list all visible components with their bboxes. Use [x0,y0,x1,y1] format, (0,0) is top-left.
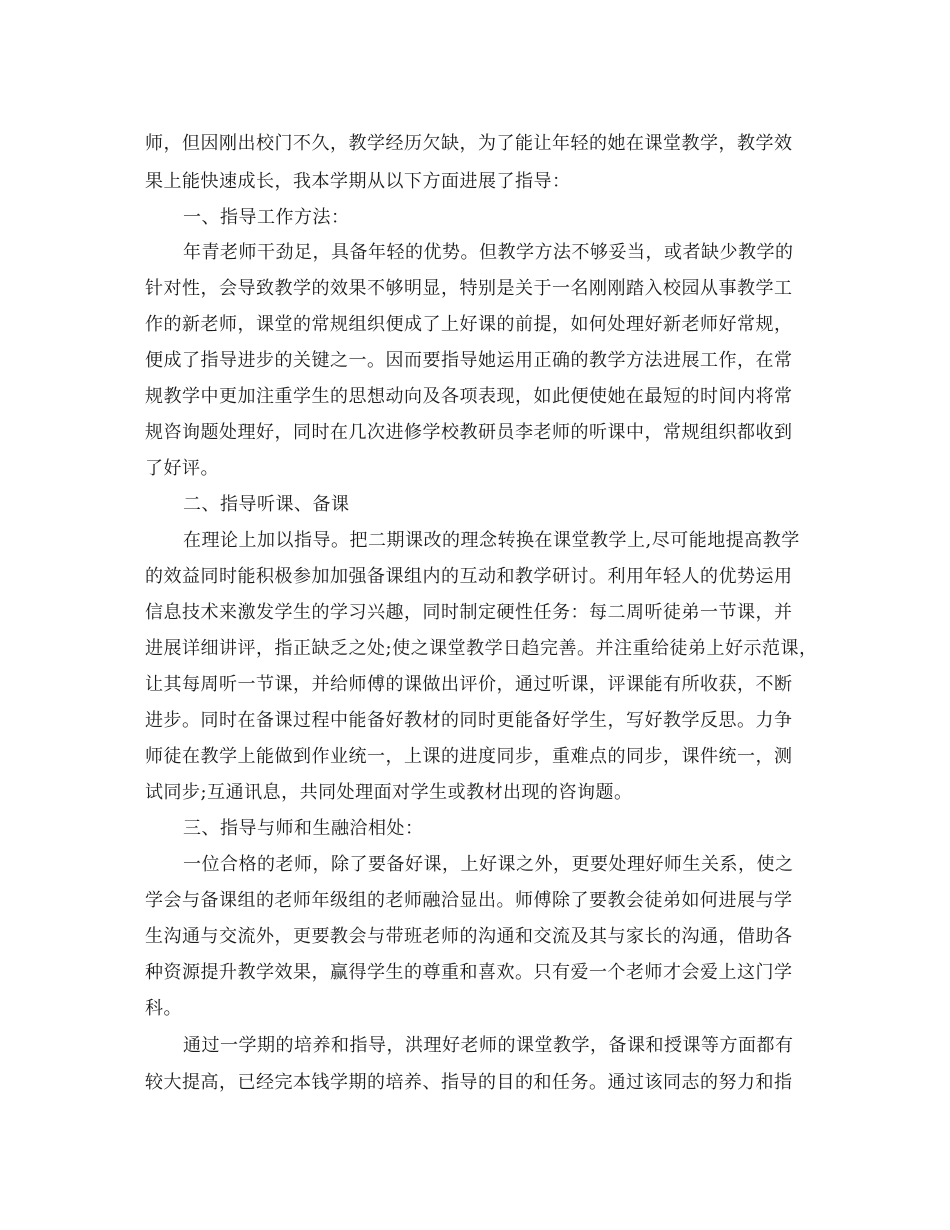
text-line: 进步。同时在备课过程中能备好教材的同时更能备好学生，写好教学反思。力争 [145,710,793,731]
text-line: 师，但因刚出校门不久，教学经历欠缺，为了能让年轻的她在课堂教学，教学效 [145,133,793,154]
text-line: 果上能快速成长，我本学期从以下方面进展了指导： [145,171,571,192]
text-line: 让其每周听一节课，并给师傅的课做出评价，通过听课，评课能有所收获，不断 [145,674,793,695]
text-line: 规教学中更加注重学生的思想动向及各项表现，如此便使她在最短的时间内将常 [145,386,793,407]
text-line: 针对性，会导致教学的效果不够明显，特别是关于一名刚刚踏入校园从事教学工 [145,278,793,299]
section-heading: 二、指导听课、备课 [183,494,350,515]
text-line: 科。 [145,998,182,1019]
text-line: 生沟通与交流外，更要教会与带班老师的沟通和交流及其与家长的沟通，借助各 [145,926,793,947]
text-line: 进展详细讲评，指正缺乏之处;使之课堂教学日趋完善。并注重给徒弟上好示范课， [145,638,818,659]
text-line: 一位合格的老师，除了要备好课，上好课之外，更要处理好师生关系，使之 [183,854,794,875]
text-line: 了好评。 [145,458,219,479]
text-line: 师徒在教学上能做到作业统一，上课的进度同步，重难点的同步，课件统一，测 [145,746,793,767]
text-line: 便成了指导进步的关键之一。因而要指导她运用正确的教学方法进展工作，在常 [145,350,793,371]
text-line: 种资源提升教学效果，赢得学生的尊重和喜欢。只有爱一个老师才会爱上这门学 [145,962,793,983]
text-line: 信息技术来激发学生的学习兴趣，同时制定硬性任务：每二周听徒弟一节课，并 [145,602,793,623]
section-heading: 一、指导工作方法： [183,207,350,228]
text-line: 较大提高，已经完本钱学期的培养、指导的目的和任务。通过该同志的努力和指 [145,1072,793,1093]
text-line: 作的新老师，课堂的常规组织便成了上好课的前提，如何处理好新老师好常规， [145,314,793,335]
text-line: 试同步;互通讯息，共同处理面对学生或教材出现的咨询题。 [145,782,633,803]
text-line: 的效益同时能积极参加加强备课组内的互动和教学研讨。利用年轻人的优势运用 [145,566,793,587]
text-line: 在理论上加以指导。把二期课改的理念转换在课堂教学上,尽可能地提高教学 [183,530,800,551]
text-line: 学会与备课组的老师年级组的老师融洽显出。师傅除了要教会徒弟如何进展与学 [145,890,793,911]
text-line: 通过一学期的培养和指导，洪理好老师的课堂教学，备课和授课等方面都有 [183,1035,794,1056]
text-line: 规咨询题处理好，同时在几次进修学校教研员李老师的听课中，常规组织都收到 [145,422,793,443]
section-heading: 三、指导与师和生融洽相处： [183,818,424,839]
text-line: 年青老师干劲足，具备年轻的优势。但教学方法不够妥当，或者缺少教学的 [183,242,794,263]
